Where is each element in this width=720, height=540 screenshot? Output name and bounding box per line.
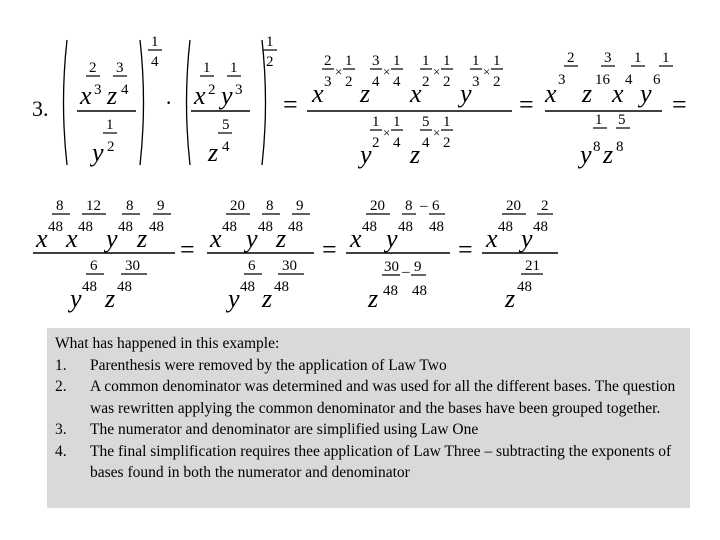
- exponent-denominator: 2: [345, 74, 353, 90]
- exponent-numerator: 6: [432, 198, 440, 214]
- exponent-numerator: 9: [157, 198, 165, 214]
- exponent-denominator: 6: [653, 72, 661, 88]
- exponent-numerator: 1: [634, 50, 642, 66]
- variable-x: x: [36, 224, 48, 253]
- variable-y: y: [70, 284, 82, 313]
- exponent-denominator: 16: [595, 72, 610, 88]
- variable-z: z: [208, 138, 219, 167]
- exponent-numerator: 1: [230, 60, 238, 76]
- left-parenthesis: [187, 40, 191, 165]
- variable-z: z: [603, 140, 614, 169]
- exponent-denominator: 48: [118, 219, 133, 235]
- exponent-denominator: 48: [362, 219, 377, 235]
- exponent-denominator: 3: [472, 74, 480, 90]
- exponent-denominator: 48: [240, 279, 255, 295]
- explanation-title: What has happened in this example:: [55, 335, 280, 352]
- exponent-denominator: 48: [412, 283, 427, 299]
- variable-y: y: [360, 140, 372, 169]
- exponent-numerator: 2: [89, 60, 97, 76]
- exponent-numerator: 1: [372, 114, 380, 130]
- explanation-item: [55, 376, 682, 419]
- item-number: 3.: [55, 421, 67, 438]
- exponent-numerator: 2: [541, 198, 549, 214]
- right-parenthesis: [140, 40, 144, 165]
- example-number: 3.: [32, 96, 49, 121]
- variable-x: x: [486, 224, 498, 253]
- variable-z: z: [105, 284, 116, 313]
- variable-y: y: [521, 224, 533, 253]
- times-sign: ×: [433, 125, 441, 140]
- variable-y: y: [221, 81, 233, 110]
- exponent-denominator: 4: [151, 54, 159, 70]
- exponent-numerator: 3: [372, 53, 380, 69]
- variable-z: z: [107, 81, 118, 110]
- equation-steps: [32, 34, 687, 313]
- exponent-denominator: 48: [383, 283, 398, 299]
- exponent-numerator: 1: [345, 53, 353, 69]
- exponent-denominator: 3: [558, 72, 566, 88]
- equals-sign: =: [672, 90, 687, 119]
- item-text: The final simplification requires thee application of Law Three – subtracting the exponents of bases found in both the numerator and denominator: [90, 442, 672, 481]
- variable-z: z: [276, 224, 287, 253]
- explanation-item: [55, 419, 682, 441]
- exponent-denominator: 48: [398, 219, 413, 235]
- exponent-numerator: 1: [393, 114, 401, 130]
- exponent-numerator: 1: [266, 34, 274, 50]
- item-number: 4.: [55, 442, 67, 460]
- exponent-numerator: 1: [662, 50, 670, 66]
- exponent-denominator: 8: [616, 139, 624, 155]
- item-text: A common denominator was determined and was used for all the different bases. The question was rewritten applying the common denominator and the bases have been grouped together.: [90, 378, 676, 417]
- exponent-numerator: 8: [56, 198, 64, 214]
- exponent-denominator: 48: [48, 219, 63, 235]
- variable-z: z: [368, 284, 379, 313]
- equals-sign: =: [322, 235, 337, 264]
- times-sign: ×: [433, 64, 441, 79]
- exponent-denominator: 48: [222, 219, 237, 235]
- variable-x: x: [210, 224, 222, 253]
- equals-sign: =: [283, 90, 298, 119]
- exponent-denominator: 2: [372, 135, 380, 151]
- exponent-numerator: 9: [296, 198, 304, 214]
- exponent-denominator: 48: [533, 219, 548, 235]
- exponent-numerator: 5: [422, 114, 430, 130]
- variable-y: y: [228, 284, 240, 313]
- variable-x: x: [410, 79, 422, 108]
- variable-x: x: [312, 79, 324, 108]
- variable-y: y: [640, 79, 652, 108]
- minus-sign: –: [420, 198, 428, 214]
- exponent-denominator: 2: [443, 135, 451, 151]
- exponent-denominator: 3: [324, 74, 332, 90]
- exponent-denominator: 48: [117, 279, 132, 295]
- exponent-numerator: 6: [90, 258, 98, 274]
- variable-z: z: [360, 79, 371, 108]
- exponent-denominator: 4: [372, 74, 380, 90]
- exponent-numerator: 21: [525, 258, 540, 274]
- exponent-numerator: 1: [203, 60, 211, 76]
- exponent-denominator: 3: [235, 82, 243, 98]
- explanation-item: [55, 441, 682, 484]
- variable-x: x: [612, 79, 624, 108]
- exponent-denominator: 2: [493, 74, 501, 90]
- equals-sign: =: [458, 235, 473, 264]
- exponent-numerator: 1: [443, 53, 451, 69]
- exponent-denominator: 48: [258, 219, 273, 235]
- right-parenthesis: [262, 40, 266, 165]
- exponent-denominator: 48: [78, 219, 93, 235]
- exponent-numerator: 20: [506, 198, 521, 214]
- exponent-numerator: 30: [282, 258, 297, 274]
- exponent-numerator: 30: [125, 258, 140, 274]
- exponent-denominator: 48: [498, 219, 513, 235]
- variable-x: x: [80, 81, 92, 110]
- variable-x: x: [194, 81, 206, 110]
- variable-y: y: [386, 224, 398, 253]
- times-sign: ×: [483, 64, 491, 79]
- variable-z: z: [137, 224, 148, 253]
- exponent-numerator: 3: [604, 50, 612, 66]
- exponent-denominator: 2: [107, 139, 115, 155]
- exponent-numerator: 20: [230, 198, 245, 214]
- exponent-numerator: 8: [405, 198, 413, 214]
- variable-y: y: [106, 224, 118, 253]
- exponent-numerator: 3: [116, 60, 124, 76]
- variable-x: x: [66, 224, 78, 253]
- times-sign: ×: [383, 64, 391, 79]
- exponent-numerator: 8: [266, 198, 274, 214]
- exponent-denominator: 2: [443, 74, 451, 90]
- exponent-denominator: 2: [266, 54, 274, 70]
- exponent-numerator: 30: [384, 259, 399, 275]
- variable-x: x: [545, 79, 557, 108]
- variable-x: x: [350, 224, 362, 253]
- exponent-denominator: 4: [422, 135, 430, 151]
- exponent-denominator: 48: [288, 219, 303, 235]
- item-text: The numerator and denominator are simplified using Law One: [90, 421, 479, 438]
- item-text: Parenthesis were removed by the application of Law Two: [90, 356, 447, 374]
- item-number: 1.: [55, 356, 67, 374]
- exponent-numerator: 1: [393, 53, 401, 69]
- exponent-numerator: 9: [414, 259, 422, 275]
- exponent-numerator: 1: [422, 53, 430, 69]
- exponent-denominator: 4: [393, 74, 401, 90]
- exponent-denominator: 4: [393, 135, 401, 151]
- exponent-denominator: 2: [208, 82, 216, 98]
- equals-sign: =: [180, 235, 195, 264]
- equals-sign: =: [519, 90, 534, 119]
- exponent-numerator: 8: [126, 198, 134, 214]
- exponent-denominator: 4: [625, 72, 633, 88]
- exponent-denominator: 3: [94, 82, 102, 98]
- exponent-numerator: 1: [595, 112, 603, 128]
- explanation-item: [55, 355, 682, 377]
- exponent-numerator: 2: [567, 50, 575, 66]
- variable-y: y: [92, 138, 104, 167]
- exponent-numerator: 6: [248, 258, 256, 274]
- exponent-numerator: 1: [472, 53, 480, 69]
- variable-z: z: [582, 79, 593, 108]
- left-parenthesis: [64, 40, 68, 165]
- minus-sign: –: [402, 264, 410, 280]
- times-sign: ×: [383, 125, 391, 140]
- variable-z: z: [410, 140, 421, 169]
- exponent-numerator: 5: [618, 112, 626, 128]
- exponent-denominator: 8: [593, 139, 601, 155]
- variable-z: z: [505, 284, 516, 313]
- times-sign: ×: [335, 64, 343, 79]
- exponent-denominator: 48: [149, 219, 164, 235]
- multiply-dot: ·: [165, 90, 173, 115]
- explanation-box: [47, 328, 690, 508]
- exponent-denominator: 48: [517, 279, 532, 295]
- exponent-denominator: 48: [82, 279, 97, 295]
- exponent-numerator: 1: [106, 117, 114, 133]
- exponent-numerator: 2: [324, 53, 332, 69]
- item-number: 2.: [55, 378, 67, 395]
- variable-z: z: [262, 284, 273, 313]
- exponent-numerator: 20: [370, 198, 385, 214]
- variable-y: y: [580, 140, 592, 169]
- exponent-denominator: 4: [222, 139, 230, 155]
- exponent-numerator: 1: [151, 34, 159, 50]
- exponent-numerator: 1: [493, 53, 501, 69]
- exponent-denominator: 2: [422, 74, 430, 90]
- exponent-denominator: 4: [121, 82, 129, 98]
- exponent-numerator: 12: [86, 198, 101, 214]
- exponent-denominator: 48: [274, 279, 289, 295]
- variable-y: y: [246, 224, 258, 253]
- exponent-numerator: 5: [222, 117, 230, 133]
- variable-y: y: [460, 79, 472, 108]
- exponent-denominator: 48: [429, 219, 444, 235]
- exponent-numerator: 1: [443, 114, 451, 130]
